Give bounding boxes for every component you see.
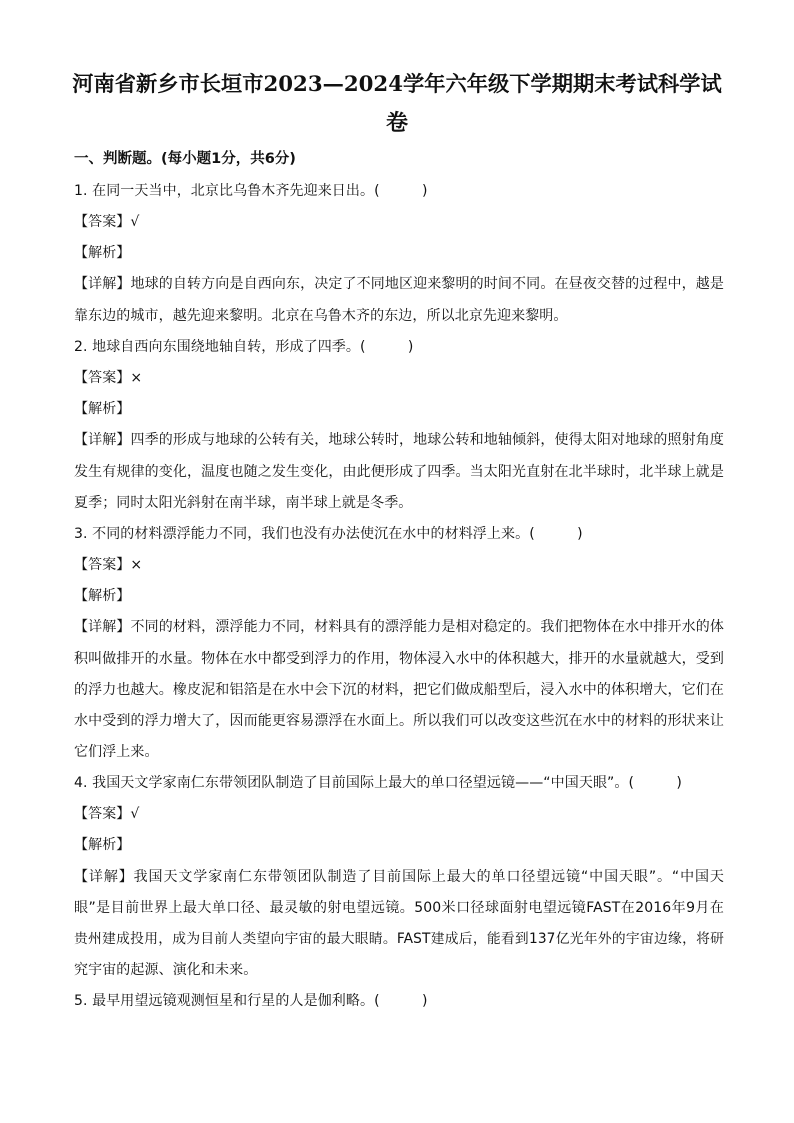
question-1-answer: 【答案】√ — [74, 214, 140, 230]
document-title-line-1: 河南省新乡市长垣市2023—2024学年六年级下学期期末考试科学试 — [72, 72, 722, 97]
question-3-stem: 3. 不同的材料漂浮能力不同，我们也没有办法使沉在水中的材料浮上来。( ) — [74, 526, 583, 542]
question-1-stem: 1. 在同一天当中，北京比乌鲁木齐先迎来日出。( ) — [74, 183, 428, 199]
question-3-detail-line: 它们浮上来。 — [74, 744, 159, 760]
question-2-analysis-label: 【解析】 — [74, 401, 131, 417]
question-3-detail-line: 【详解】不同的材料，漂浮能力不同，材料具有的漂浮能力是相对稳定的。我们把物体在水中排开水的体 — [74, 619, 724, 635]
question-1-detail-line: 【详解】地球的自转方向是自西向东，决定了不同地区迎来黎明的时间不同。在昼夜交替的过程中，越是 — [74, 276, 724, 292]
question-4-analysis-label: 【解析】 — [74, 837, 131, 853]
question-3-detail-line: 积叫做排开的水量。物体在水中都受到浮力的作用，物体浸入水中的体积越大，排开的水量就越大，受到 — [74, 651, 724, 667]
question-2-answer: 【答案】× — [74, 370, 143, 386]
question-4-detail-line: 【详解】我国天文学家南仁东带领团队制造了目前国际上最大的单口径望远镜“中国天眼”。“中国天 — [74, 869, 724, 885]
question-4-detail-line: 眼”是目前世界上最大单口径、最灵敏的射电望远镜。500米口径球面射电望远镜FAST在2016年9月在 — [74, 900, 724, 916]
question-1-analysis-label: 【解析】 — [74, 245, 131, 261]
section-heading: 一、判断题。(每小题1分，共6分) — [74, 151, 296, 167]
question-3-answer: 【答案】× — [74, 557, 143, 573]
document-title-line-2: 卷 — [385, 110, 408, 136]
question-2-detail-line: 【详解】四季的形成与地球的公转有关，地球公转时，地球公转和地轴倾斜，使得太阳对地球的照射角度 — [74, 432, 724, 448]
question-5-stem: 5. 最早用望远镜观测恒星和行星的人是伽利略。( ) — [74, 993, 428, 1009]
question-2-stem: 2. 地球自西向东围绕地轴自转，形成了四季。( ) — [74, 339, 414, 355]
question-4-answer: 【答案】√ — [74, 806, 140, 822]
question-3-detail-line: 的浮力也越大。橡皮泥和铝箔是在水中会下沉的材料，把它们做成船型后，浸入水中的体积增大，它们在 — [74, 682, 724, 698]
question-2-detail-line: 夏季；同时太阳光斜射在南半球，南半球上就是冬季。 — [74, 495, 413, 511]
question-4-detail-line: 贵州建成投用，成为目前人类望向宇宙的最大眼睛。FAST建成后，能看到137亿光年外的宇宙边缘，将研 — [74, 931, 724, 947]
question-1-detail-line: 靠东边的城市，越先迎来黎明。北京在乌鲁木齐的东边，所以北京先迎来黎明。 — [74, 308, 568, 324]
question-2-detail-line: 发生有规律的变化，温度也随之发生变化，由此便形成了四季。当太阳光直射在北半球时，北半球上就是 — [74, 464, 724, 480]
question-4-detail-line: 究宇宙的起源、演化和未来。 — [74, 962, 258, 978]
question-3-detail-line: 水中受到的浮力增大了，因而能更容易漂浮在水面上。所以我们可以改变这些沉在水中的材料的形状来让 — [74, 713, 724, 729]
question-4-stem: 4. 我国天文学家南仁东带领团队制造了目前国际上最大的单口径望远镜——“中国天眼”。( ) — [74, 775, 682, 791]
question-3-analysis-label: 【解析】 — [74, 588, 131, 604]
